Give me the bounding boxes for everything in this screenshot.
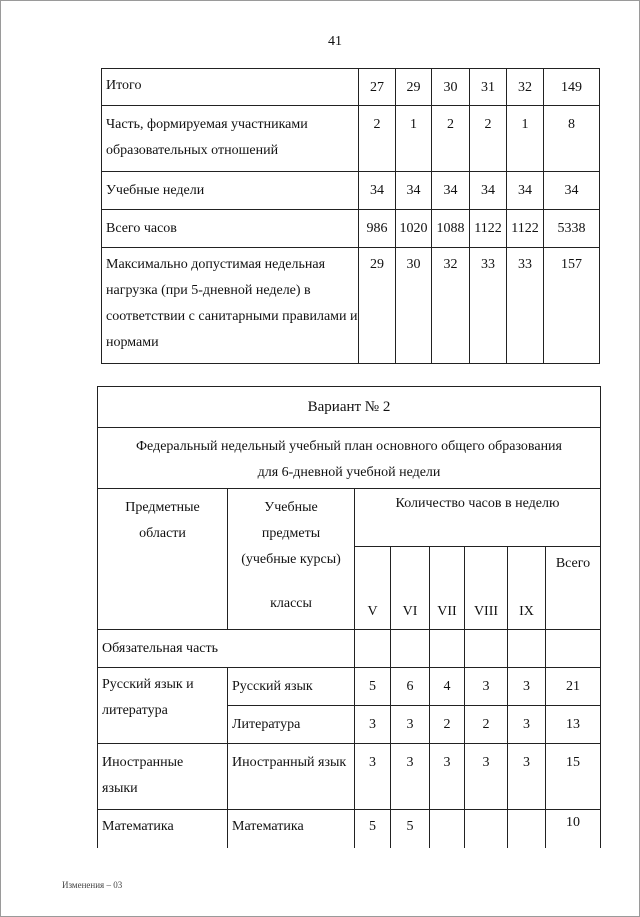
cell-value: 157: [544, 248, 600, 364]
empty-cell: [391, 630, 430, 668]
table-row: [98, 810, 601, 848]
cell-value: 34: [544, 172, 600, 210]
cell-value: 4: [430, 668, 465, 706]
row-label: Часть, формируемая участниками образовательных отношений: [102, 106, 359, 172]
grade-header: IX: [508, 547, 546, 630]
cell-value: 2: [470, 106, 507, 172]
cell-value: 34: [432, 172, 470, 210]
cell-value: 6: [391, 668, 430, 706]
cell-value: 1020: [396, 210, 432, 248]
cell-value: 3: [391, 706, 430, 744]
subject-name: Математика: [228, 810, 355, 848]
empty-cell: [465, 630, 508, 668]
mandatory-part: Обязательная часть: [98, 630, 355, 668]
subject-name: Литература: [228, 706, 355, 744]
cell-value: 1: [507, 106, 544, 172]
summary-table: [101, 68, 600, 364]
empty-cell: [508, 630, 546, 668]
subject-area: Русский язык и литература: [98, 668, 228, 744]
empty-cell: [546, 630, 601, 668]
cell-value: 3: [391, 744, 430, 810]
cell-value: 2: [432, 106, 470, 172]
cell-value: 5338: [544, 210, 600, 248]
table-row: [102, 106, 600, 172]
plan-title: Федеральный недельный учебный план основного общего образования для 6-дневной учебной недели: [98, 428, 601, 489]
grade-header: VI: [391, 547, 430, 630]
table-row: [102, 210, 600, 248]
cell-value: 1: [396, 106, 432, 172]
cell-value: [430, 810, 465, 848]
cell-value: 34: [470, 172, 507, 210]
row-label: Учебные недели: [102, 172, 359, 210]
cell-value: 34: [359, 172, 396, 210]
cell-value: 27: [359, 69, 396, 106]
cell-value: 29: [359, 248, 396, 364]
cell-value: 5: [391, 810, 430, 848]
cell-value: 15: [546, 744, 601, 810]
study-plan-table: [97, 386, 601, 848]
header-classes: классы: [270, 596, 312, 611]
table-row: [98, 668, 601, 706]
cell-value: 3: [355, 744, 391, 810]
grade-header: VIII: [465, 547, 508, 630]
cell-value: 21: [546, 668, 601, 706]
cell-value: 1122: [470, 210, 507, 248]
cell-value: 3: [465, 668, 508, 706]
subject-name: Иностранный язык: [228, 744, 355, 810]
page-number: 41: [328, 34, 342, 49]
header-areas: Предметные области: [98, 489, 228, 630]
cell-value: 2: [359, 106, 396, 172]
row-label: Всего часов: [102, 210, 359, 248]
table-row: [98, 428, 601, 489]
subject-name: Русский язык: [228, 668, 355, 706]
table-row: [98, 489, 601, 547]
cell-value: 31: [470, 69, 507, 106]
cell-value: 1122: [507, 210, 544, 248]
cell-value: 10: [546, 810, 601, 848]
subject-area: Математика: [98, 810, 228, 848]
table-row: [102, 172, 600, 210]
cell-value: 2: [430, 706, 465, 744]
cell-value: 149: [544, 69, 600, 106]
total-header: Всего: [546, 547, 601, 630]
cell-value: 1088: [432, 210, 470, 248]
header-hours: Количество часов в неделю: [355, 489, 601, 547]
cell-value: 32: [432, 248, 470, 364]
cell-value: 2: [465, 706, 508, 744]
footer-note: Изменения – 03: [62, 880, 123, 890]
subject-area: Иностранные языки: [98, 744, 228, 810]
table-row: [98, 387, 601, 428]
cell-value: 3: [465, 744, 508, 810]
table-row: [98, 744, 601, 810]
cell-value: 986: [359, 210, 396, 248]
empty-cell: [355, 630, 391, 668]
cell-value: 33: [507, 248, 544, 364]
cell-value: 32: [507, 69, 544, 106]
cell-value: 8: [544, 106, 600, 172]
row-label: Итого: [102, 69, 359, 106]
cell-value: 3: [508, 744, 546, 810]
cell-value: [508, 810, 546, 848]
cell-value: 34: [507, 172, 544, 210]
cell-value: 33: [470, 248, 507, 364]
grade-header: VII: [430, 547, 465, 630]
cell-value: 3: [508, 706, 546, 744]
table-row: [98, 630, 601, 668]
table-row: [102, 248, 600, 364]
header-subjects: [228, 489, 355, 630]
cell-value: 29: [396, 69, 432, 106]
empty-cell: [430, 630, 465, 668]
cell-value: 3: [508, 668, 546, 706]
table-row: [102, 69, 600, 106]
cell-value: 3: [355, 706, 391, 744]
cell-value: [465, 810, 508, 848]
grade-header: V: [355, 547, 391, 630]
cell-value: 34: [396, 172, 432, 210]
cell-value: 30: [432, 69, 470, 106]
cell-value: 30: [396, 248, 432, 364]
cell-value: 5: [355, 810, 391, 848]
row-label: Максимально допустимая недельная нагрузка (при 5-дневной неделе) в соответствии с санитарными правилами и нормами: [102, 248, 359, 364]
cell-value: 5: [355, 668, 391, 706]
variant-title: Вариант № 2: [98, 387, 601, 428]
cell-value: 3: [430, 744, 465, 810]
cell-value: 13: [546, 706, 601, 744]
header-subjects-label: Учебные предметы (учебные курсы): [241, 500, 341, 567]
